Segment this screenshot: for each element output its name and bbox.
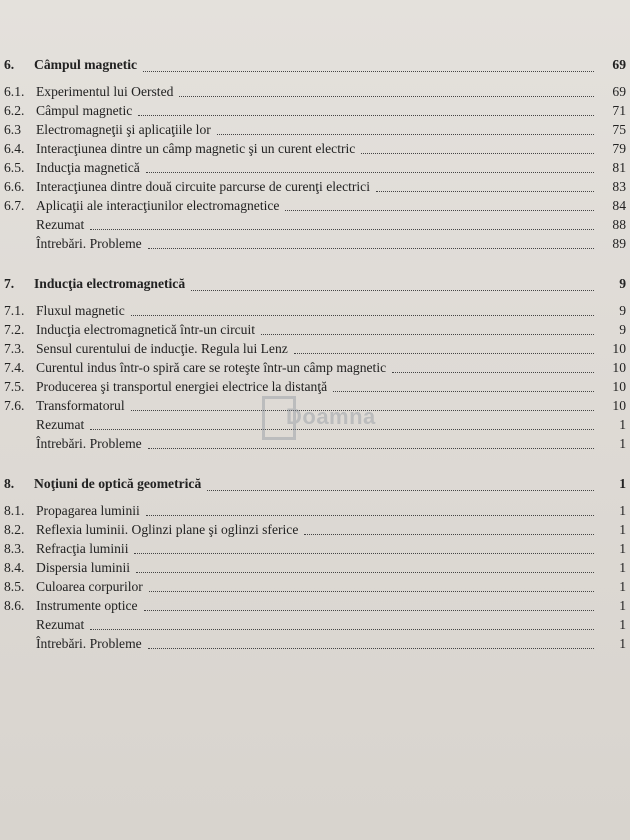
page-number: 75	[612, 122, 626, 137]
section-title: Interacţiunea dintre un câmp magnetic şi un curent electric	[36, 141, 356, 156]
section-number: 8.5.	[4, 579, 25, 594]
dot-leader	[144, 610, 594, 611]
toc-entry	[4, 358, 630, 377]
section-title: Dispersia luminii	[36, 560, 131, 575]
dot-leader	[304, 534, 594, 535]
toc-entry	[4, 615, 630, 634]
section-title: Transformatorul	[36, 398, 125, 413]
page-number: 88	[612, 217, 626, 232]
toc-entry	[4, 158, 630, 177]
page-number: 9	[619, 303, 626, 318]
dot-leader	[149, 591, 594, 592]
section-title: Întrebări. Probleme	[36, 236, 142, 251]
table-of-contents	[4, 54, 630, 673]
toc-entry	[4, 434, 630, 453]
page-number: 10	[612, 398, 626, 413]
chapter-8	[4, 473, 630, 653]
dot-leader	[138, 115, 594, 116]
dot-leader	[131, 410, 594, 411]
toc-entry	[4, 339, 630, 358]
toc-entry	[4, 596, 630, 615]
toc-entry	[4, 234, 630, 253]
watermark-text: Doamna	[286, 404, 376, 429]
section-number: 7.2.	[4, 322, 25, 337]
section-title: Culoarea corpurilor	[36, 579, 143, 594]
section-number: 8.1.	[4, 503, 25, 518]
section-title: Interacţiunea dintre două circuite parcurse de curenţi electrici	[36, 179, 370, 194]
page-number: 9	[619, 276, 626, 291]
chapter-title: Inducţia electromagnetică	[34, 276, 186, 291]
chapter-number: 7.	[4, 276, 15, 291]
page-number: 69	[612, 84, 626, 99]
section-title: Fluxul magnetic	[36, 303, 125, 318]
chapter-7	[4, 273, 630, 453]
section-number: 7.6.	[4, 398, 25, 413]
section-title: Aplicaţii ale interacţiunilor electromagnetice	[36, 198, 280, 213]
toc-entry	[4, 501, 630, 520]
dot-leader	[217, 134, 594, 135]
page-number: 1	[619, 522, 626, 537]
page-number: 1	[619, 617, 626, 632]
dot-leader	[146, 172, 594, 173]
page-number: 1	[619, 541, 626, 556]
section-number: 7.5.	[4, 379, 25, 394]
page-number: 9	[619, 322, 626, 337]
section-number: 8.6.	[4, 598, 25, 613]
chapter-title: Noţiuni de optică geometrică	[34, 476, 202, 491]
toc-entry	[4, 377, 630, 396]
section-number: 6.3	[4, 122, 21, 137]
dot-leader	[207, 490, 594, 491]
chapter-heading	[4, 54, 630, 76]
dot-leader	[131, 315, 594, 316]
page-number: 1	[619, 598, 626, 613]
page-number: 71	[612, 103, 626, 118]
dot-leader	[148, 248, 594, 249]
page-number: 81	[612, 160, 626, 175]
toc-entry	[4, 215, 630, 234]
section-title: Rezumat	[36, 417, 85, 432]
section-title: Inducţia electromagnetică într-un circuit	[36, 322, 256, 337]
page-number: 10	[612, 360, 626, 375]
toc-entry	[4, 82, 630, 101]
toc-entry	[4, 396, 630, 415]
section-number: 6.4.	[4, 141, 25, 156]
section-number: 8.4.	[4, 560, 25, 575]
page-number: 89	[612, 236, 626, 251]
toc-entry	[4, 415, 630, 434]
dot-leader	[294, 353, 594, 354]
page-number: 79	[612, 141, 626, 156]
page-number: 10	[612, 379, 626, 394]
dot-leader	[285, 210, 594, 211]
dot-leader	[148, 448, 594, 449]
dot-leader	[261, 334, 594, 335]
section-title: Curentul indus într-o spiră care se roteşte într-un câmp magnetic	[36, 360, 387, 375]
toc-entry	[4, 558, 630, 577]
toc-entry	[4, 301, 630, 320]
page-number: 1	[619, 560, 626, 575]
section-number: 7.1.	[4, 303, 25, 318]
toc-entry	[4, 320, 630, 339]
section-number: 7.4.	[4, 360, 25, 375]
chapter-number: 6.	[4, 57, 15, 72]
chapter-title: Câmpul magnetic	[34, 57, 138, 72]
section-number: 6.2.	[4, 103, 25, 118]
toc-entry	[4, 139, 630, 158]
chapter-heading	[4, 473, 630, 495]
section-number: 7.3.	[4, 341, 25, 356]
section-title: Instrumente optice	[36, 598, 138, 613]
section-title: Rezumat	[36, 217, 85, 232]
section-number: 8.2.	[4, 522, 25, 537]
section-number: 6.1.	[4, 84, 25, 99]
dot-leader	[191, 290, 594, 291]
section-number: 6.7.	[4, 198, 25, 213]
section-title: Inducţia magnetică	[36, 160, 140, 175]
chapter-heading	[4, 273, 630, 295]
dot-leader	[90, 229, 594, 230]
toc-entry	[4, 539, 630, 558]
section-title: Electromagneţii şi aplicaţiile lor	[36, 122, 211, 137]
toc-entry	[4, 634, 630, 653]
page-number: 1	[619, 417, 626, 432]
page-number: 10	[612, 341, 626, 356]
dot-leader	[392, 372, 594, 373]
section-number: 6.6.	[4, 179, 25, 194]
toc-entry	[4, 196, 630, 215]
dot-leader	[376, 191, 594, 192]
section-title: Producerea şi transportul energiei electrice la distanţă	[36, 379, 328, 394]
page-number: 1	[619, 476, 626, 491]
dot-leader	[361, 153, 594, 154]
dot-leader	[146, 515, 594, 516]
toc-entry	[4, 101, 630, 120]
section-title: Câmpul magnetic	[36, 103, 133, 118]
toc-entry	[4, 577, 630, 596]
section-title: Întrebări. Probleme	[36, 436, 142, 451]
page-number: 1	[619, 636, 626, 651]
toc-entry	[4, 120, 630, 139]
toc-entry	[4, 520, 630, 539]
dot-leader	[136, 572, 594, 573]
section-title: Sensul curentului de inducţie. Regula lui Lenz	[36, 341, 288, 356]
section-title: Propagarea luminii	[36, 503, 140, 518]
dot-leader	[148, 648, 594, 649]
dot-leader	[143, 71, 594, 72]
toc-entry	[4, 177, 630, 196]
section-title: Întrebări. Probleme	[36, 636, 142, 651]
page-number: 1	[619, 503, 626, 518]
page-number: 84	[612, 198, 626, 213]
section-number: 8.3.	[4, 541, 25, 556]
dot-leader	[90, 629, 594, 630]
dot-leader	[333, 391, 594, 392]
chapter-6	[4, 54, 630, 253]
chapter-number: 8.	[4, 476, 15, 491]
section-title: Experimentul lui Oersted	[36, 84, 174, 99]
dot-leader	[179, 96, 594, 97]
dot-leader	[134, 553, 594, 554]
page-number: 1	[619, 579, 626, 594]
section-title: Rezumat	[36, 617, 85, 632]
section-title: Refracţia luminii	[36, 541, 129, 556]
page-number: 69	[612, 57, 626, 72]
section-number: 6.5.	[4, 160, 25, 175]
page-number: 1	[619, 436, 626, 451]
section-title: Reflexia luminii. Oglinzi plane şi oglinzi sferice	[36, 522, 299, 537]
page-number: 83	[612, 179, 626, 194]
dot-leader	[90, 429, 594, 430]
